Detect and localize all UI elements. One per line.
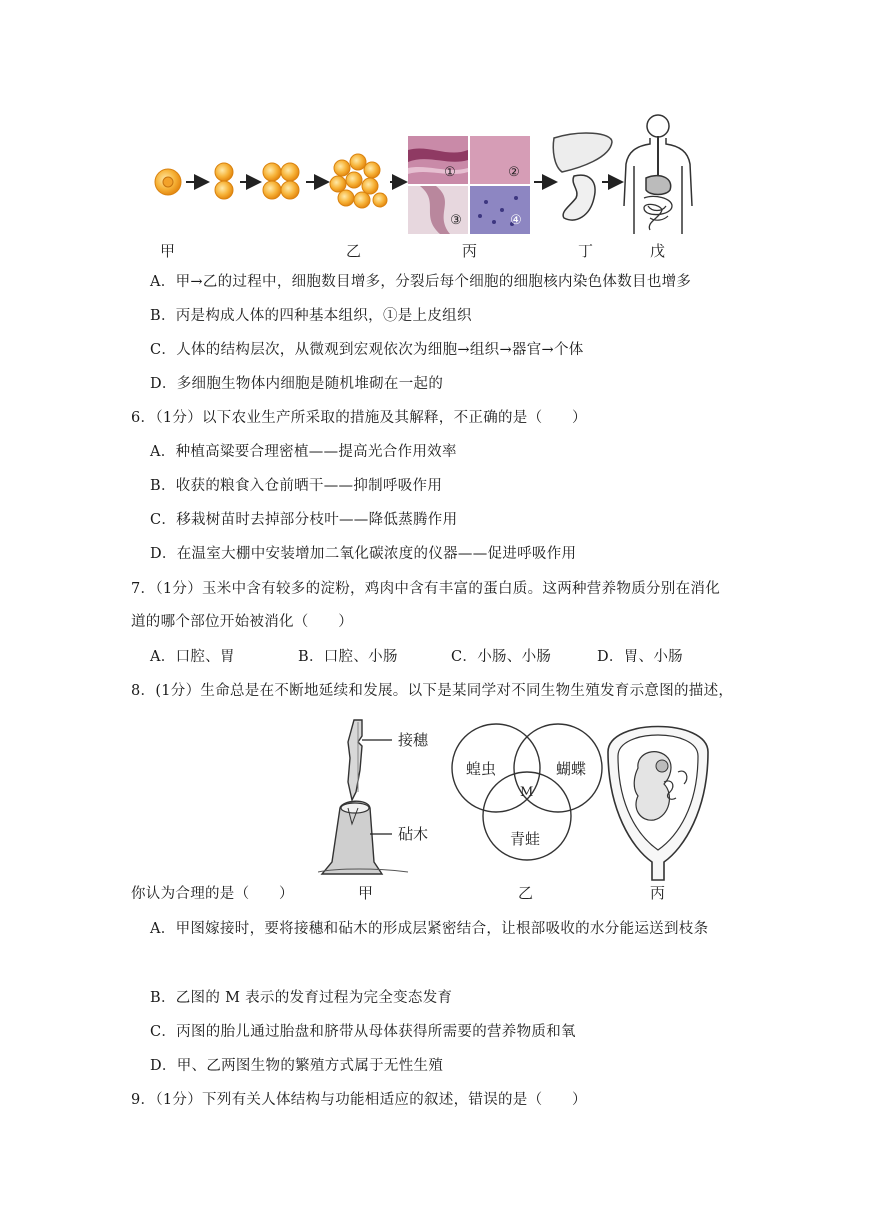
reproduction-figure: [318, 712, 718, 902]
q8-stem-line2: 你认为合理的是（ ）: [131, 886, 294, 902]
fig1-label-ding: 丁: [578, 242, 594, 260]
tissue-mark-4: ④: [510, 213, 522, 228]
grafting-illustration: [318, 720, 429, 874]
q8-stem-line1: 8．(1分）生命总是在不断地延续和发展。以下是某同学对不同生物生殖发育示意图的描述，: [131, 683, 734, 699]
organ-icons: [553, 133, 612, 220]
q6-option-b: B．收获的粮食入仓前晒干——抑制呼吸作用: [150, 478, 443, 494]
q5-option-b: B．丙是构成人体的四种基本组织，①是上皮组织: [150, 308, 472, 324]
fig1-label-yi: 乙: [346, 242, 362, 260]
q7-stem-line1: 7．（1分）玉米中含有较多的淀粉，鸡肉中含有丰富的蛋白质。这两种营养物质分别在消化: [131, 581, 720, 597]
q5-option-c: C．人体的结构层次，从微观到宏观依次为细胞→组织→器官→个体: [150, 342, 584, 358]
q7-option-a: A．口腔、胃: [150, 649, 235, 665]
tissue-mark-1: ①: [444, 165, 456, 180]
q8-option-d: D．甲、乙两图生物的繁殖方式属于无性生殖: [150, 1058, 444, 1074]
four-cell-icon: [263, 163, 299, 199]
graft-label-scion: 接穗: [398, 731, 429, 749]
venn-label-locust: 蝗虫: [466, 760, 497, 778]
q8-option-b: B．乙图的 M 表示的发育过程为完全变态发育: [150, 990, 453, 1006]
q8-option-a: A．甲图嫁接时，要将接穗和砧木的形成层紧密结合，让根部吸收的水分能运送到枝条: [150, 921, 709, 937]
fig2-label-jia: 甲: [358, 884, 374, 902]
fig1-label-bing: 丙: [462, 242, 478, 260]
q5-option-d: D．多细胞生物体内细胞是随机堆砌在一起的: [150, 376, 444, 392]
q7-option-b: B．口腔、小肠: [298, 649, 398, 665]
venn-label-butterfly: 蝴蝶: [556, 760, 587, 778]
q6-option-a: A．种植高粱要合理密植——提高光合作用效率: [150, 444, 457, 460]
tissue-panels: [408, 136, 530, 234]
q8-option-c: C．丙图的胎儿通过胎盘和脐带从母体获得所需要的营养物质和氧: [150, 1024, 576, 1040]
fig2-label-yi: 乙: [518, 884, 534, 902]
venn-label-m: M: [520, 785, 534, 800]
q7-stem-line2: 道的哪个部位开始被消化（ ）: [131, 614, 353, 630]
two-cell-icon: [215, 163, 233, 199]
q6-option-c: C．移栽树苗时去掉部分枝叶——降低蒸腾作用: [150, 512, 458, 528]
q7-options-row: [150, 647, 683, 667]
q9-stem: 9．（1分）下列有关人体结构与功能相适应的叙述，错误的是（ ）: [131, 1092, 587, 1108]
single-cell-icon: [155, 169, 181, 195]
q7-option-d: D．胃、小肠: [597, 649, 683, 665]
fig1-label-jia: 甲: [160, 242, 176, 260]
uterus-fetus-illustration: [608, 727, 708, 881]
fig2-label-bing: 丙: [650, 884, 666, 902]
graft-label-stock: 砧木: [398, 825, 429, 843]
venn-label-frog: 青蛙: [510, 830, 541, 848]
q7-option-c: C．小肠、小肠: [451, 649, 552, 665]
q6-stem: 6．（1分）以下农业生产所采取的措施及其解释，不正确的是（ ）: [131, 410, 587, 426]
tissue-mark-3: ③: [450, 213, 462, 228]
fig1-label-wu: 戊: [650, 242, 666, 260]
q5-option-a: A．甲→乙的过程中，细胞数目增多，分裂后每个细胞的细胞核内染色体数目也增多: [150, 274, 692, 290]
q6-option-d: D．在温室大棚中安装增加二氧化碳浓度的仪器——促进呼吸作用: [150, 546, 577, 562]
tissue-mark-2: ②: [508, 165, 520, 180]
cell-cluster-icon: [330, 154, 387, 208]
structure-levels-figure: [150, 106, 720, 266]
human-body-icon: [624, 115, 692, 234]
